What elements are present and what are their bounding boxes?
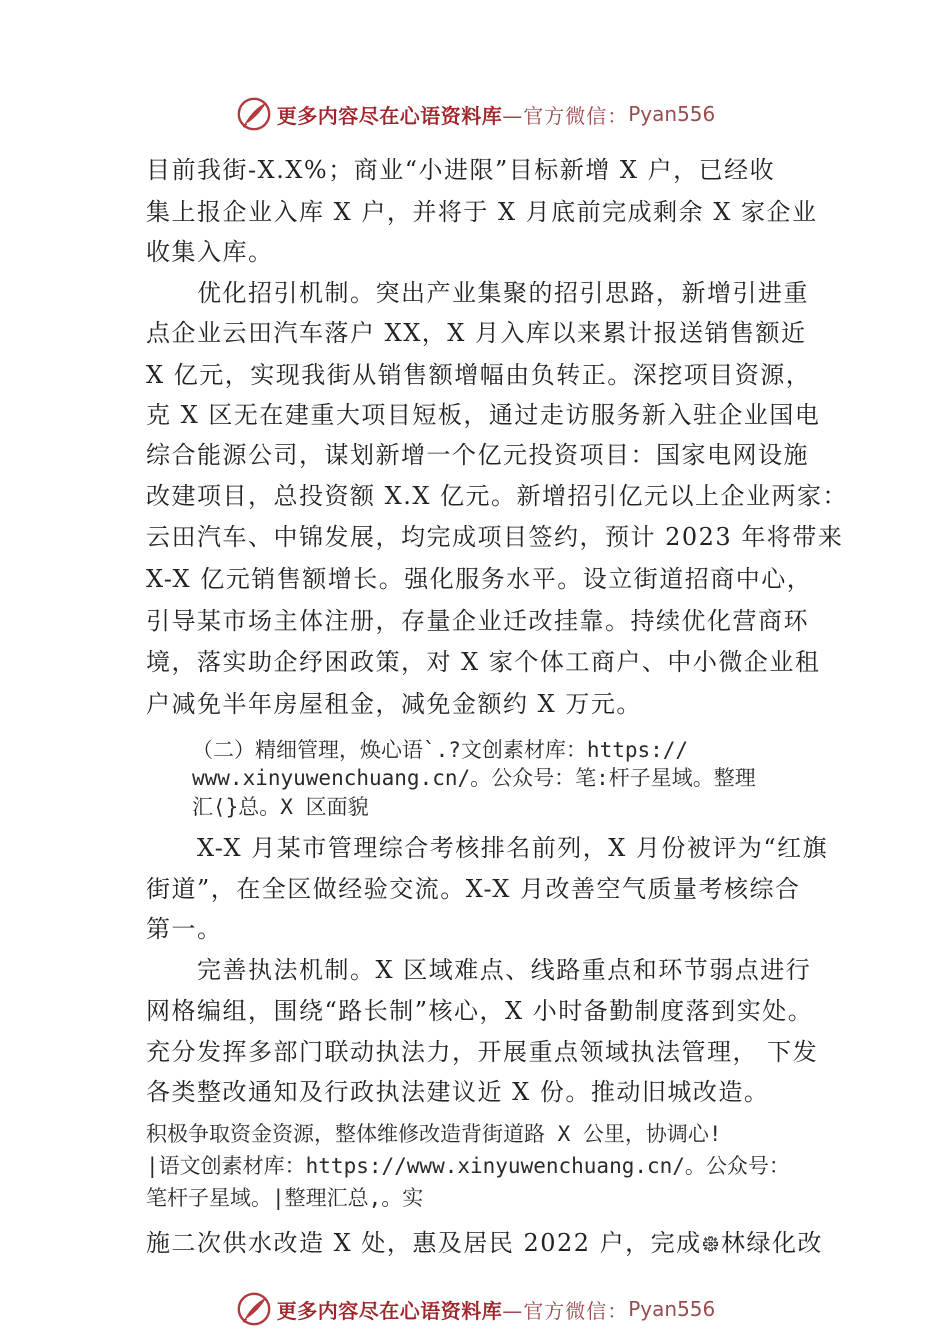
header-watermark-banner (0, 92, 950, 136)
text-line: 第一。 (146, 915, 223, 943)
watermark-text-line: 笔杆子星域。|整理汇总,。实 (146, 1186, 424, 1210)
section-heading-line: www.xinyuwenchuang.cn/。公众号：笔:杆子星域。整理 (192, 766, 756, 790)
text-line: 引导某市场主体注册，存量企业迁改挂靠。持续优化营商环 (146, 607, 809, 635)
text-line: 充分发挥多部门联动执法力，开展重点领域执法管理， 下发 (146, 1038, 819, 1066)
text-line: 收集入库。 (146, 238, 274, 266)
text-line: 云田汽车、中锦发展，均完成项目签约，预计 2023 年将带来 (146, 523, 844, 551)
text-line: 完善执法机制。X 区域难点、线路重点和环节弱点进行 (197, 956, 812, 984)
watermark-text-line: 积极争取资金资源，整体维修改造背街道路 X 公里，协调心! (146, 1122, 722, 1146)
banner-subtitle: —官方微信： (502, 103, 629, 128)
text-line: 集上报企业入库 X 户，并将于 X 月底前完成剩余 X 家企业 (146, 198, 818, 226)
section-heading-line: （二）精细管理，焕心语`.?文创素材库：https:// (192, 738, 689, 762)
text-line: 改建项目，总投资额 X.X 亿元。新增招引亿元以上企业两家： (146, 482, 849, 510)
text-line: 各类整改通知及行政执法建议近 X 份。推动旧城改造。 (146, 1078, 770, 1106)
text-line: X 亿元，实现我街从销售额增幅由负转正。深挖项目资源， (146, 361, 812, 389)
text-line: 境，落实助企纾困政策，对 X 家个体工商户、中小微企业租 (146, 648, 821, 676)
text-line: 户减免半年房屋租金，减免金额约 X 万元。 (146, 690, 642, 718)
text-line: X-X 亿元销售额增长。强化服务水平。设立街道招商中心， (146, 565, 813, 593)
banner-title: 更多内容尽在心语资料库 (276, 103, 503, 128)
text-line: 优化招引机制。突出产业集聚的招引思路，新增引进重 (197, 279, 809, 307)
banner-wechat-id: Pyan556 (628, 102, 716, 126)
text-line: 街道”，在全区做经验交流。X-X 月改善空气质量考核综合 (146, 875, 801, 903)
section-heading-line: 汇⟨}总。X 区面貌 (192, 795, 369, 819)
text-line: 施二次供水改造 X 处，惠及居民 2022 户，完成᪥林绿化改 (146, 1229, 823, 1257)
text-line: X-X 月某市管理综合考核排名前列，X 月份被评为“红旗 (197, 834, 829, 862)
text-line: 克 X 区无在建重大项目短板，通过走访服务新入驻企业国电 (146, 401, 821, 429)
banner-title: 更多内容尽在心语资料库 (276, 1298, 503, 1323)
watermark-text-line: |语文创素材库：https://www.xinyuwenchuang.cn/。公众号： (146, 1154, 790, 1178)
feather-pen-logo-icon (235, 95, 273, 133)
text-line: 目前我街-X.X%；商业“小进限”目标新增 X 户，已经收 (146, 156, 776, 184)
text-line: 网格编组，围绕“路长制”核心，X 小时备勤制度落到实处。 (146, 997, 814, 1025)
banner-wechat-id: Pyan556 (628, 1297, 716, 1321)
text-line: 综合能源公司，谋划新增一个亿元投资项目：国家电网设施 (146, 441, 809, 469)
feather-pen-logo-icon (235, 1290, 273, 1328)
banner-subtitle: —官方微信： (502, 1298, 629, 1323)
text-line: 点企业云田汽车落户 XX，X 月入库以来累计报送销售额近 (146, 319, 807, 347)
footer-watermark-banner (0, 1287, 950, 1331)
